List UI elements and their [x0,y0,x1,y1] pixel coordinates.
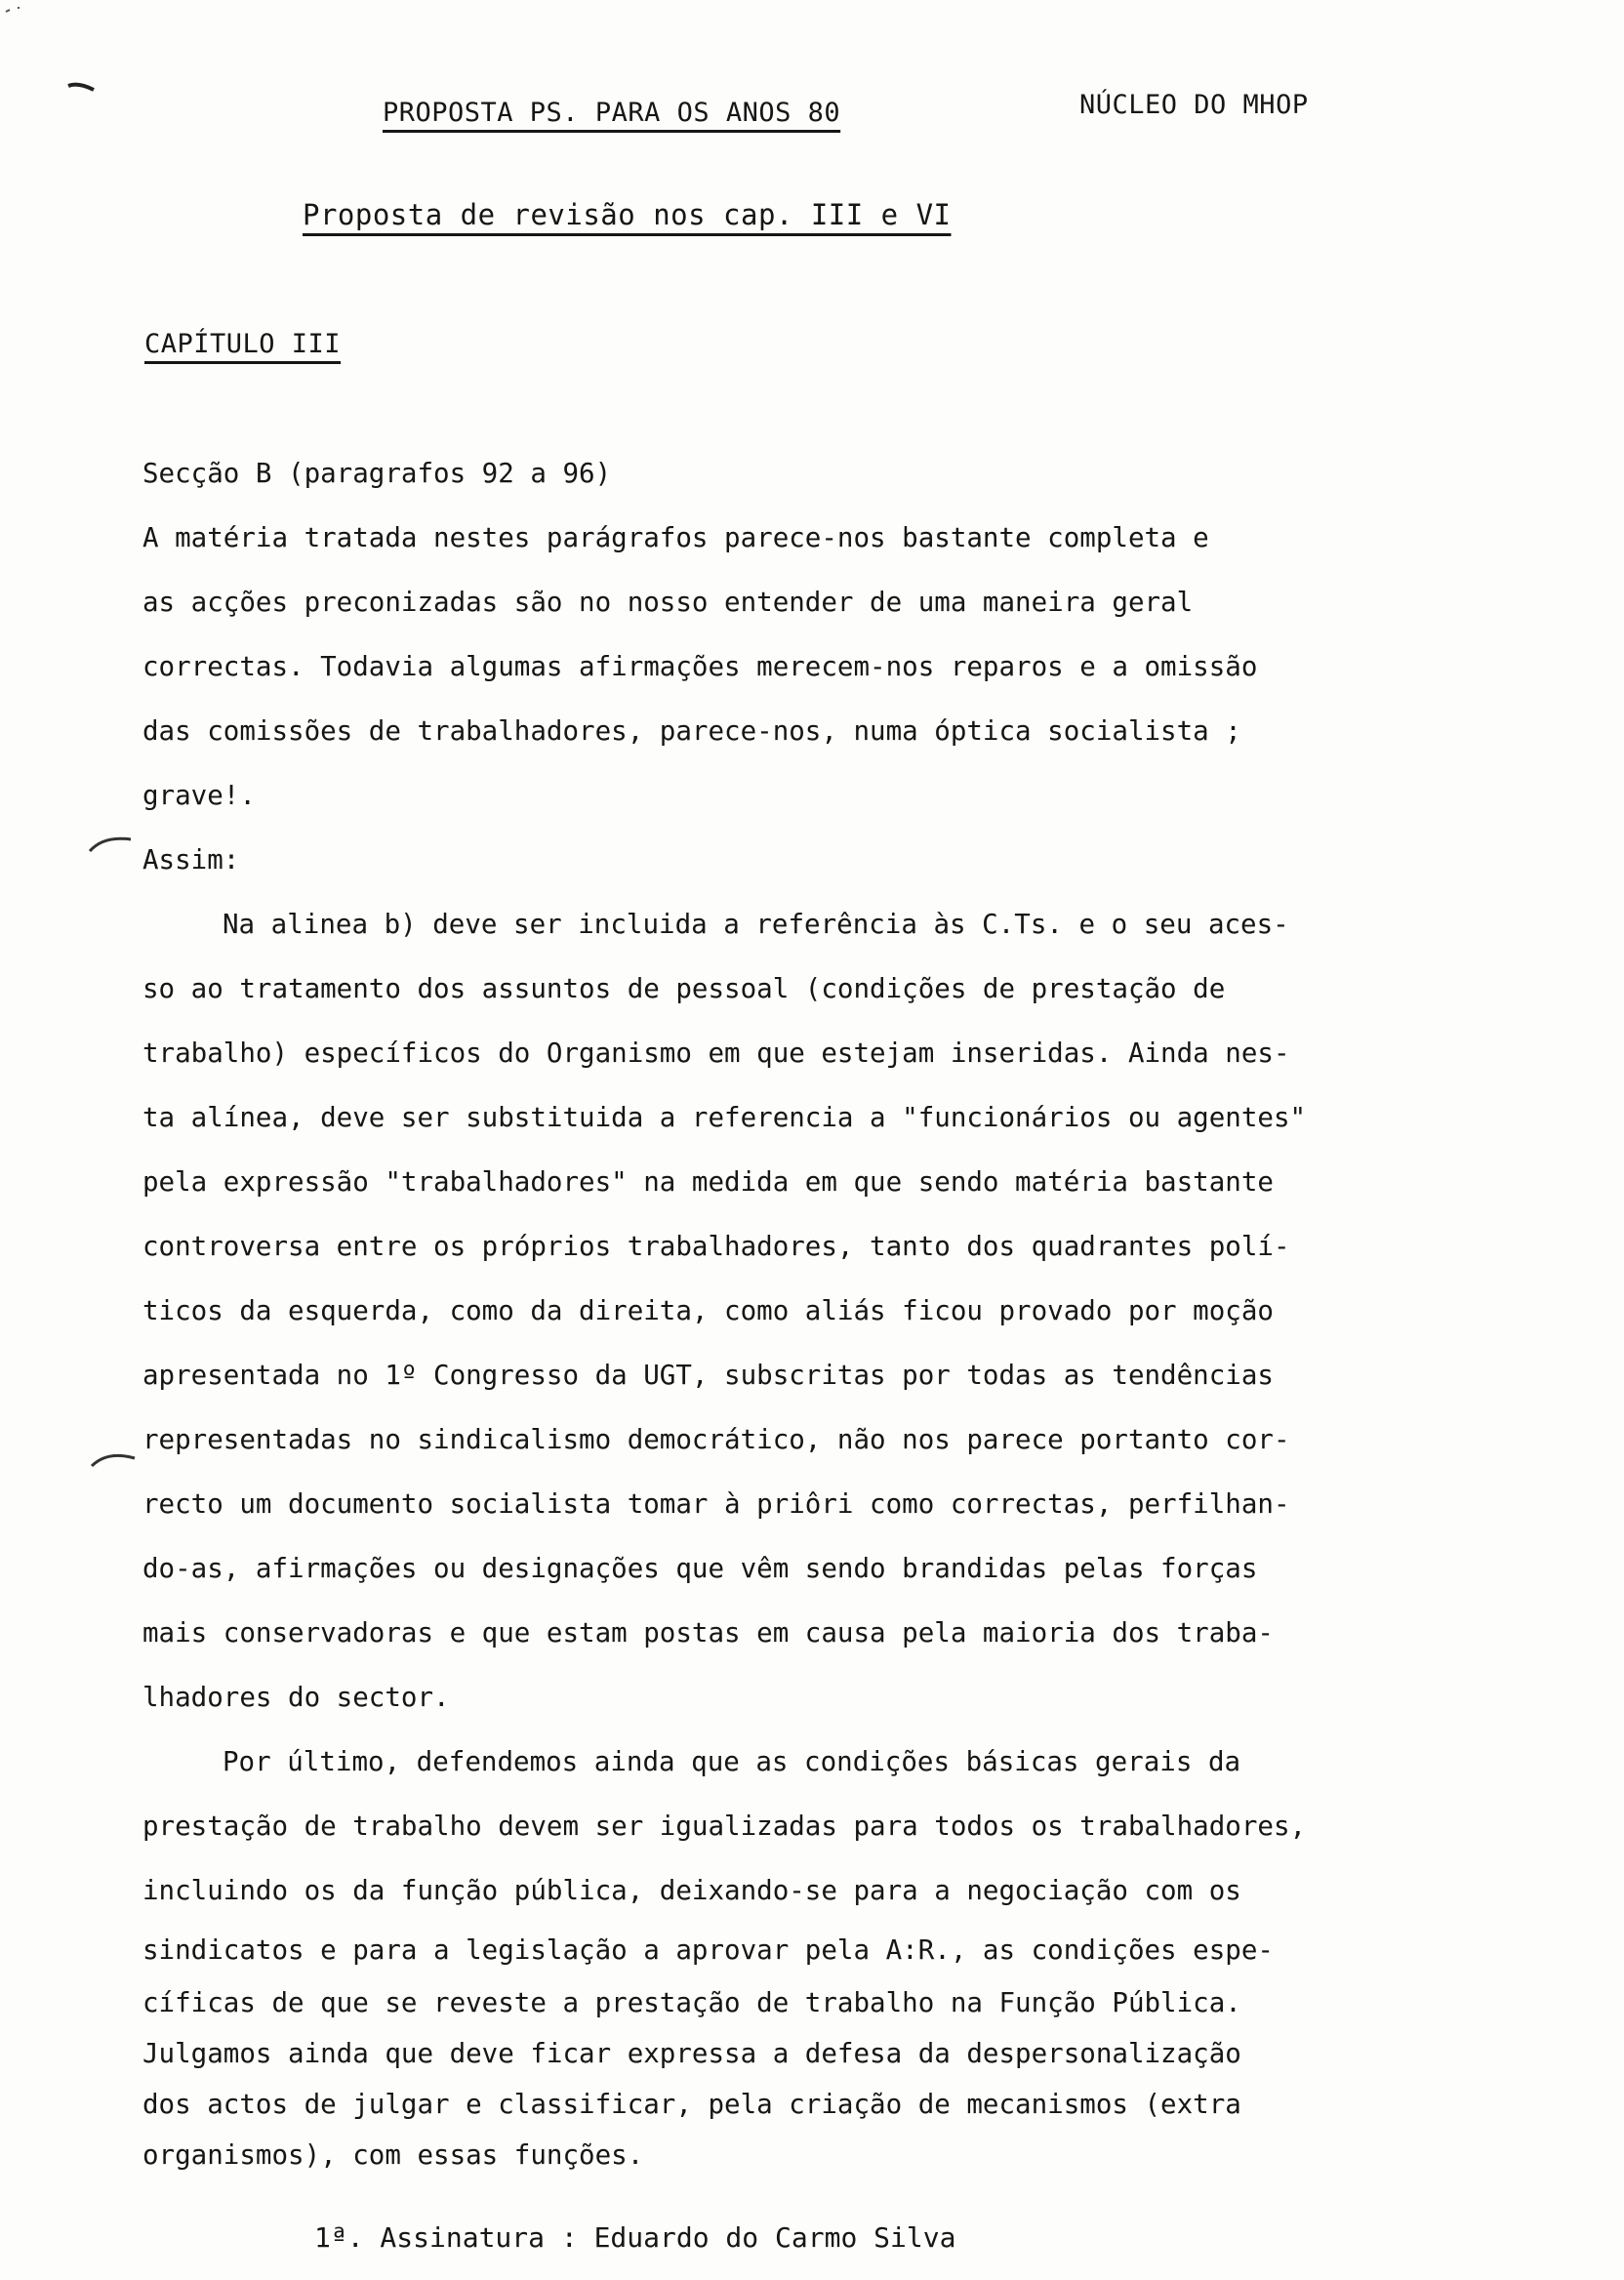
body-line: organismos), com essas funções. [142,2139,644,2171]
chapter-heading: CAPÍTULO III [144,329,342,359]
body-line: controversa entre os próprios trabalhadores, tanto dos quadrantes polí- [142,1231,1290,1262]
header-right-label: NÚCLEO DO MHOP [1079,90,1309,120]
body-line: Secção B (paragrafos 92 a 96) [142,458,612,489]
scan-mark-top-left [4,2,43,21]
body-line: recto um documento socialista tomar à priôri como correctas, perfilhan- [142,1488,1290,1520]
document-subtitle: Proposta de revisão nos cap. III e VI [303,198,952,231]
body-line: pela expressão "trabalhadores" na medida em que sendo matéria bastante [142,1166,1274,1198]
signature-line: 1ª. Assinatura : Eduardo do Carmo Silva [314,2221,956,2254]
body-line: grave!. [142,780,256,811]
body-line: Na alinea b) deve ser incluida a referência às C.Ts. e o seu aces- [223,909,1289,940]
body-line: correctas. Todavia algumas afirmações merecem-nos reparos e a omissão [142,651,1258,682]
body-line: so ao tratamento dos assuntos de pessoal (condições de prestação de [142,973,1226,1004]
body-line: ticos da esquerda, como da direita, como aliás ficou provado por moção [142,1295,1274,1326]
scan-mark-hole [64,78,103,98]
body-line: dos actos de julgar e classificar, pela criação de mecanismos (extra [142,2089,1241,2120]
pencil-bracket-mark-1 [86,830,141,859]
body-line: do-as, afirmações ou designações que vêm sendo brandidas pelas forças [142,1553,1258,1584]
body-line: Assim: [142,844,240,875]
body-line: mais conservadoras e que estam postas em causa pela maioria dos traba- [142,1617,1274,1649]
body-line: das comissões de trabalhadores, parece-nos, numa óptica socialista ; [142,715,1241,747]
body-line: trabalho) específicos do Organismo em que estejam inseridas. Ainda nes- [142,1038,1290,1069]
body-line: incluindo os da função pública, deixando-se para a negociação com os [142,1875,1241,1906]
body-line: apresentada no 1º Congresso da UGT, subscritas por todas as tendências [142,1360,1274,1391]
body-line: A matéria tratada nestes parágrafos parece-nos bastante completa e [142,522,1209,553]
body-line: representadas no sindicalismo democrático, não nos parece portanto cor- [142,1424,1290,1455]
body-line: ta alínea, deve ser substituida a referencia a "funcionários ou agentes" [142,1102,1307,1133]
body-line: prestação de trabalho devem ser igualizadas para todos os trabalhadores, [142,1811,1307,1842]
body-line: as acções preconizadas são no nosso entender de uma maneira geral [142,587,1194,618]
document-body [142,441,1567,2180]
body-line: lhadores do sector. [142,1682,450,1713]
body-line: Por último, defendemos ainda que as condições básicas gerais da [223,1746,1241,1777]
document-title: PROPOSTA PS. PARA OS ANOS 80 [383,98,841,128]
body-line: sindicatos e para a legislação a aprovar pela A:R., as condições espe- [142,1934,1274,1966]
pencil-bracket-mark-2 [88,1443,142,1472]
body-line: Julgamos ainda que deve ficar expressa a defesa da despersonalização [142,2038,1241,2069]
body-line: cíficas de que se reveste a prestação de trabalho na Função Pública. [142,1987,1241,2018]
